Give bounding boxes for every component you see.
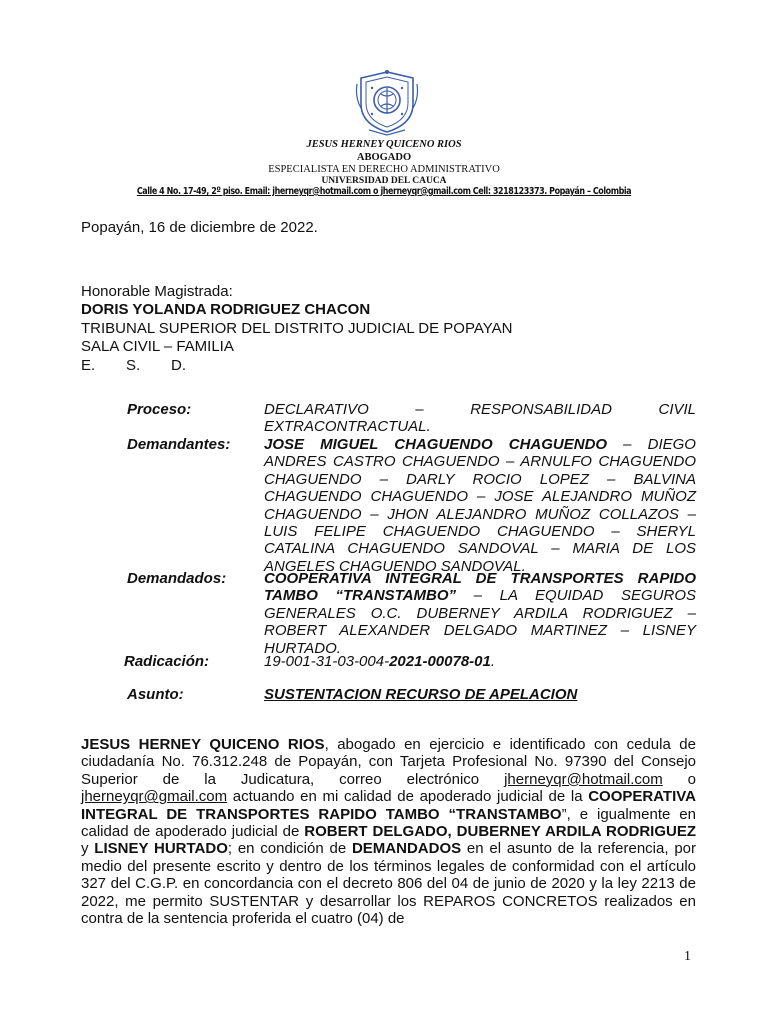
email-hotmail-link[interactable]: jherneyqr@hotmail.com (504, 770, 663, 788)
esd-line (81, 357, 512, 375)
proceso-label-text: Proceso: (127, 401, 192, 418)
addressee-name: DORIS YOLANDA RODRIGUEZ CHACON (81, 301, 371, 319)
email-gmail-link[interactable]: jherneyqr@gmail.com (81, 788, 228, 806)
asunto-value: SUSTENTACION RECURSO DE APELACION (264, 686, 578, 703)
esd-s: S. (126, 356, 141, 374)
coop-name: COOPERATIVA INTEGRAL DE TRANSPORTES RAPIDO TAMBO “TRANSTAMBO (81, 788, 696, 823)
radicacion-value (264, 653, 696, 670)
letterhead-specialty: ESPECIALISTA EN DERECHO ADMINISTRATIVO (268, 164, 500, 175)
addressee-court: TRIBUNAL SUPERIOR DEL DISTRITO JUDICIAL DE POPAYAN (81, 319, 513, 337)
university-seal-icon (355, 68, 419, 136)
proceso-label (127, 401, 191, 418)
demandantes-label: Demandantes: (127, 436, 231, 453)
body-text-f: ; en condición de (227, 840, 352, 858)
lisney-name: LISNEY HURTADO (94, 840, 228, 858)
page-number: 1 (684, 949, 691, 964)
letterhead-university: UNIVERSIDAD DEL CAUCA (321, 176, 447, 186)
sender-name: JESUS HERNEY QUICENO RIOS (81, 736, 325, 753)
letter-date: Popayán, 16 de diciembre de 2022. (81, 219, 318, 236)
addressee-block (81, 283, 512, 375)
demandantes-value (264, 436, 696, 575)
letterhead-title: ABOGADO (356, 152, 412, 163)
radicacion-number: 2021-00078-01 (389, 653, 491, 670)
body-text-b: o (662, 770, 696, 788)
demandados-value (264, 570, 696, 657)
radicacion-prefix: 19-001-31-03-004- (264, 653, 390, 670)
salutation: Honorable Magistrada: (81, 283, 233, 300)
radicacion-suffix: . (490, 653, 496, 670)
asunto-label: Asunto: (127, 686, 184, 703)
demandantes-lead: JOSE MIGUEL CHAGUENDO CHAGUENDO (264, 436, 608, 453)
addressee-chamber: SALA CIVIL – FAMILIA (81, 338, 234, 356)
radicacion-label: Radicación: (124, 653, 210, 670)
letterhead-contact: Calle 4 No. 17-49, 2º piso. Email: jherneyqr@hotmail.com o jherneyqr@gmail.com Cell: 3218123373. Popayán – Colombia (136, 186, 632, 197)
demandados-word: DEMANDADOS (351, 840, 462, 858)
esd-e: E. (81, 356, 96, 374)
demandados-label: Demandados: (127, 570, 227, 587)
letterhead-name: JESUS HERNEY QUICENO RIOS (306, 139, 462, 150)
body-paragraph (81, 736, 696, 927)
proceso-value: DECLARATIVO – RESPONSABILIDAD CIVIL EXTRACONTRACTUAL. (264, 401, 696, 436)
robert-name: ROBERT DELGADO, DUBERNEY ARDILA RODRIGUEZ (304, 823, 696, 841)
demandados-rest: – LA EQUIDAD SEGUROS GENERALES O.C. DUBERNEY ARDILA RODRIGUEZ – ROBERT ALEXANDER DELGADO MARTINEZ – LISNEY HURTADO. (264, 587, 696, 657)
esd-d: D. (171, 356, 186, 374)
body-text-a: , abogado en ejercicio e identificado con cedula de ciudadanía No. 76.312.248 de Popayán, con Tarjeta Profesional No. 97390 del Consejo Superior de la Judicatura, correo electrónico (81, 736, 696, 788)
demandantes-rest: – DIEGO ANDRES CASTRO CHAGUENDO – ARNULFO CHAGUENDO CHAGUENDO – DARLY ROCIO LOPEZ – BALVINA CHAGUENDO CHAGUENDO – JOSE ALEJANDRO MUÑOZ CHAGUENDO – JHON ALEJANDRO MUÑOZ COLLAZOS – LUIS FELIPE CHAGUENDO CHAGUENDO – SHERYL CATALINA CHAGUENDO SANDOVAL – MARIA DE LOS ANGELES CHAGUENDO SANDOVAL. (264, 436, 696, 575)
body-text-d: ”, e igualmente en calidad de apoderado judicial de (81, 805, 696, 841)
body-text-c: actuando en mi calidad de apoderado judicial de la (227, 788, 589, 806)
demandados-lead: COOPERATIVA INTEGRAL DE TRANSPORTES RAPIDO TAMBO “TRANSTAMBO” (264, 570, 696, 605)
body-text-g: en el asunto de la referencia, por medio del presente escrito y dentro de los términos legales de conformidad con el artículo 327 del C.G.P. en concordancia con el decreto 806 del 04 de junio de 2020 y la ley 2213 de 2022, me permito SUSTENTAR y desarrollar los REPAROS CONCRETOS realizados en contra de la sentencia proferida el cuatro (04) de (81, 840, 696, 928)
body-text-e: y (81, 840, 95, 858)
